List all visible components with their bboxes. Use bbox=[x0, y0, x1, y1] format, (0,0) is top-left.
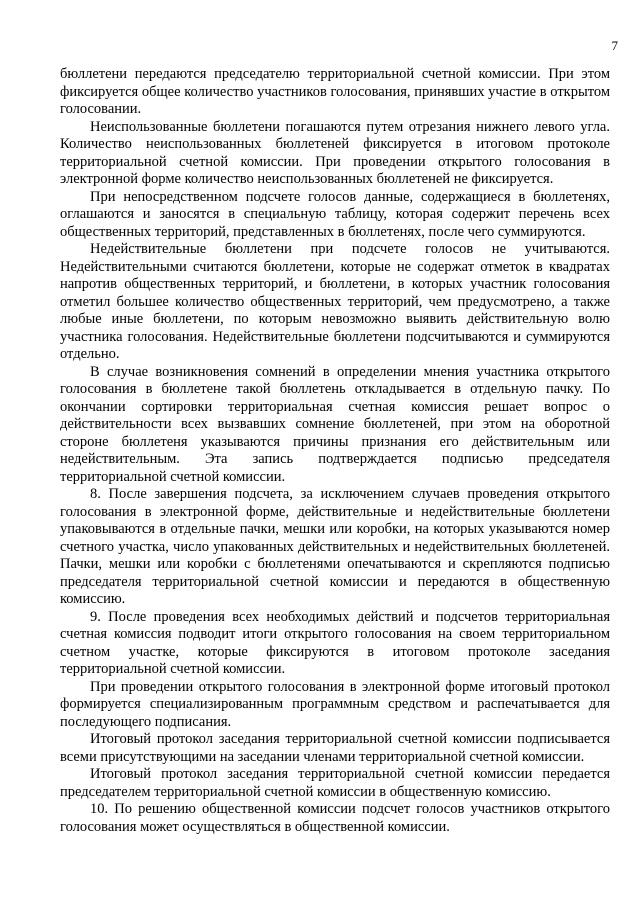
document-body bbox=[60, 66, 610, 836]
paragraph-6: 8. После завершения подсчета, за исключением случаев проведения открытого голосования в электронной форме, действительные и недействительные бюллетени упаковываются в отдельные пачки, мешки или коробки, на которых указываются номер счетного участка, число упакованных действительных и недействительных бюллетеней. Пачки, мешки или коробки с бюллетенями опечатываются и скрепляются подписью председателя территориальной счетной комиссии и передаются в общественную комиссию. bbox=[60, 486, 610, 607]
paragraph-8: При проведении открытого голосования в электронной форме итоговый протокол формируется специализированным программным средством и распечатывается для последующего подписания. bbox=[60, 678, 610, 730]
paragraph-7: 9. После проведения всех необходимых действий и подсчетов территориальная счетная комиссия подводит итоги открытого голосования на своем территориальном счетном участке, которые фиксируются в итоговом протоколе заседания территориальной счетной комиссии. bbox=[60, 608, 610, 677]
paragraph-2: Неиспользованные бюллетени погашаются путем отрезания нижнего левого угла. Количество неиспользованных бюллетеней фиксируется в итоговом протоколе территориальной счетной комиссии. При проведении открытого голосования в электронной форме количество неиспользованных бюллетеней не фиксируется. bbox=[60, 118, 610, 187]
paragraph-10: Итоговый протокол заседания территориальной счетной комиссии передается председателем территориальной счетной комиссии в общественную комиссию. bbox=[60, 766, 610, 800]
paragraph-5: В случае возникновения сомнений в определении мнения участника открытого голосования в бюллетене такой бюллетень откладывается в отдельную пачку. По окончании сортировки территориальная счетная комиссия решает вопрос о действительности всех вызвавших сомнение бюллетеней, при этом на оборотной стороне бюллетеня указываются причины признания его действительным или недействительным. Эта запись подтверждается подписью председателя территориальной счетной комиссии. bbox=[60, 363, 610, 485]
paragraph-3: При непосредственном подсчете голосов данные, содержащиеся в бюллетенях, оглашаются и заносятся в специальную таблицу, которая содержит перечень всех общественных территорий, представленных в бюллетенях, после чего суммируются. bbox=[60, 188, 610, 240]
paragraph-4: Недействительные бюллетени при подсчете голосов не учитываются. Недействительными считаются бюллетени, которые не содержат отметок в квадратах напротив общественных территорий, и бюллетени, в которых участник голосования отметил большее количество общественных территорий, чем предусмотрено, а также любые иные бюллетени, по которым невозможно выявить действительную волю участника голосования. Недействительные бюллетени подсчитываются и суммируются отдельно. bbox=[60, 241, 610, 362]
paragraph-1: бюллетени передаются председателю территориальной счетной комиссии. При этом фиксируется общее количество участников голосования, принявших участие в открытом голосовании. bbox=[60, 66, 610, 117]
paragraph-11: 10. По решению общественной комиссии подсчет голосов участников открытого голосования может осуществляться в общественной комиссии. bbox=[60, 801, 610, 835]
paragraph-9: Итоговый протокол заседания территориальной счетной комиссии подписывается всеми присутствующими на заседании членами территориальной счетной комиссии. bbox=[60, 731, 610, 765]
page-number: 7 bbox=[611, 38, 618, 53]
